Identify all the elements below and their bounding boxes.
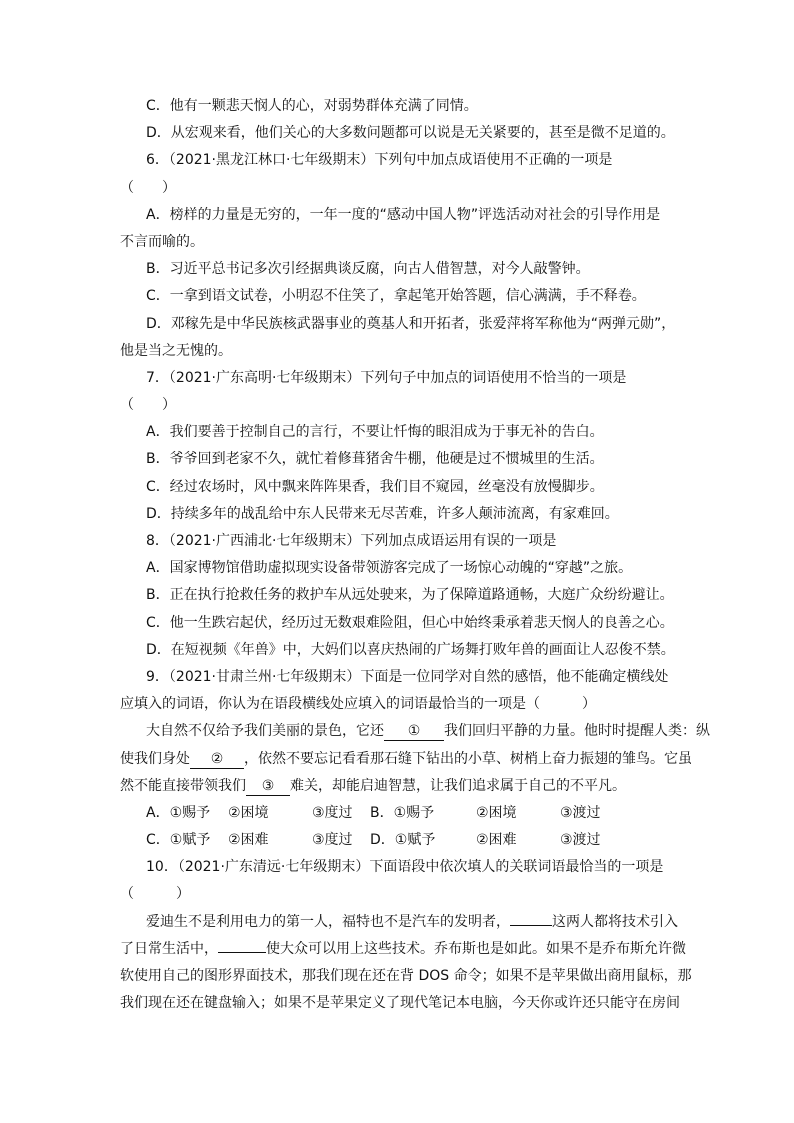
q9-option: ③度过 [312, 804, 353, 821]
q9-option: C．①赋予 [146, 832, 211, 849]
q5-option-c: C．他有一颗悲天悯人的心，对弱势群体充满了同情。 [146, 98, 478, 114]
q7-option-c: C．经过农场时，风中飘来阵阵果香，我们目不窥园，丝毫没有放慢脚步。 [146, 478, 604, 495]
q10-passage-line1 [120, 909, 680, 936]
q9-passage-text: ，依然不要忘记看看那石缝下钻出的小草、树梢上奋力振翅的雏鸟。它虽 [244, 750, 692, 767]
q10-passage-text: 爱迪生不是利用电力的第一人，福特也不是汽车的发明者， [146, 913, 510, 930]
q9-blank-3: ③ [246, 777, 290, 796]
exam-content [120, 93, 710, 1017]
q9-option: ②困境 [228, 804, 269, 821]
q9-option: ②困难 [228, 832, 269, 849]
q5-option-d: D．从宏观来看，他们关心的大多数问题都可以说是无关紧要的，甚至是微不足道的。 [146, 125, 675, 142]
q9-passage-line1 [120, 718, 710, 745]
q9-blank-2: ② [190, 750, 244, 769]
q8-option-c: C．他一生跌宕起伏，经历过无数艰难险阻，但心中始终秉承着悲天悯人的良善之心。 [146, 614, 674, 631]
q6-option-d-line2: 他是当之无愧的。 [120, 342, 232, 359]
q7-option-d: D．持续多年的战乱给中东人民带来无尽苦难，许多人颠沛流离，有家难回。 [146, 505, 619, 522]
q6-option-a-line1: A．榜样的力量是无穷的，一年一度的“感动中国人物”评选活动对社会的引导作用是 [146, 206, 661, 223]
q10-stem: 10．（2021·广东清远·七年级期末）下面语段中依次填人的关联词语最恰当的一项是 [146, 859, 664, 876]
q6-stem: 6．（2021·黑龙江林口·七年级期末）下列句中加点成语使用不正确的一项是 [146, 152, 613, 169]
q9-passage-text: 大自然不仅给予我们美丽的景色，它还 [146, 723, 384, 740]
q9-passage-text: 然不能直接带领我们 [120, 777, 246, 794]
q10-blank-2 [218, 952, 266, 953]
q10-blank-1 [510, 925, 552, 926]
q9-option: ②困境 [476, 804, 517, 821]
q8-option-b: B．正在执行抢救任务的救护车从远处驶来，为了保障道路通畅，大庭广众纷纷避让。 [146, 587, 674, 604]
q9-stem-line2: 应填入的词语，你认为在语段横线处应填入的词语最恰当的一项是（ ） [120, 696, 596, 713]
q9-passage-line2 [120, 746, 692, 773]
q7-answer-paren: （ ） [120, 397, 176, 414]
q10-passage-line2 [120, 936, 686, 963]
q9-option: ②困难 [476, 832, 517, 849]
q6-option-a-line2: 不言而喻的。 [120, 233, 204, 250]
q9-passage-line3 [120, 773, 680, 800]
q10-passage-text: 这两人都将技术引入 [552, 913, 678, 930]
q9-option: A．①赐予 [146, 804, 211, 821]
q7-option-b: B．爷爷回到老家不久，就忙着修葺猪舍牛棚，他硬是过不惯城里的生活。 [146, 451, 604, 468]
q6-option-d-line1: D．邓稼先是中华民族核武器事业的奠基人和开拓者，张爱萍将军称他为“两弹元勋”， [146, 315, 676, 332]
q9-option: B．①赐予 [370, 804, 435, 821]
q8-option-d: D．在短视频《年兽》中，大妈们以喜庆热闹的广场舞打败年兽的画面让人忍俊不禁。 [146, 641, 675, 658]
q8-stem: 8．（2021·广西浦北·七年级期末）下列加点成语运用有误的一项是 [146, 533, 557, 549]
q9-passage-text: 难关，却能启迪智慧，让我们追求属于自己的不平凡。 [290, 777, 626, 794]
q10-answer-paren: （ ） [120, 886, 190, 903]
q9-passage-text: 使我们身处 [120, 750, 190, 767]
q10-passage-line3: 软使用自己的图形界面技术，那我们现在还在背 DOS 命令；如果不是苹果做出商用鼠标，那 [120, 968, 692, 984]
q9-options-row-1 [120, 800, 680, 827]
q9-passage-text: 我们回归平静的力量。他时时提醒人类：纵 [444, 723, 710, 740]
q7-option-a: A．我们要善于控制自己的言行，不要让忏悔的眼泪成为于事无补的告白。 [146, 424, 604, 441]
q6-answer-paren: （ ） [120, 179, 176, 196]
q9-option: ③度过 [312, 832, 353, 849]
q10-passage-text: 使大众可以用上这些技术。乔布斯也是如此。如果不是乔布斯允许微 [266, 940, 686, 957]
q9-options-row-2 [120, 827, 680, 854]
q9-option: D．①赋予 [370, 832, 436, 849]
q6-option-c: C．一拿到语文试卷，小明忍不住笑了，拿起笔开始答题，信心满满，手不释卷。 [146, 288, 646, 305]
q9-stem-line1: 9．（2021·甘肃兰州·七年级期末）下面是一位同学对自然的感悟，他不能确定横线处 [146, 668, 669, 685]
q6-option-b: B．习近平总书记多次引经据典谈反腐，向古人借智慧，对今人敲警钟。 [146, 261, 590, 278]
q10-passage-text: 了日常生活中， [120, 940, 218, 957]
q8-option-a: A．国家博物馆借助虚拟现实设备带领游客完成了一场惊心动魄的“穿越”之旅。 [146, 560, 633, 577]
q9-blank-1: ① [384, 722, 444, 741]
q9-option: ③渡过 [560, 804, 601, 821]
q9-option: ③渡过 [560, 832, 601, 849]
q10-passage-line4: 我们现在还在键盘输入；如果不是苹果定义了现代笔记本电脑，今天你或许还只能守在房间 [120, 995, 680, 1012]
q7-stem: 7．（2021·广东高明·七年级期末）下列句子中加点的词语使用不恰当的一项是 [146, 369, 627, 386]
